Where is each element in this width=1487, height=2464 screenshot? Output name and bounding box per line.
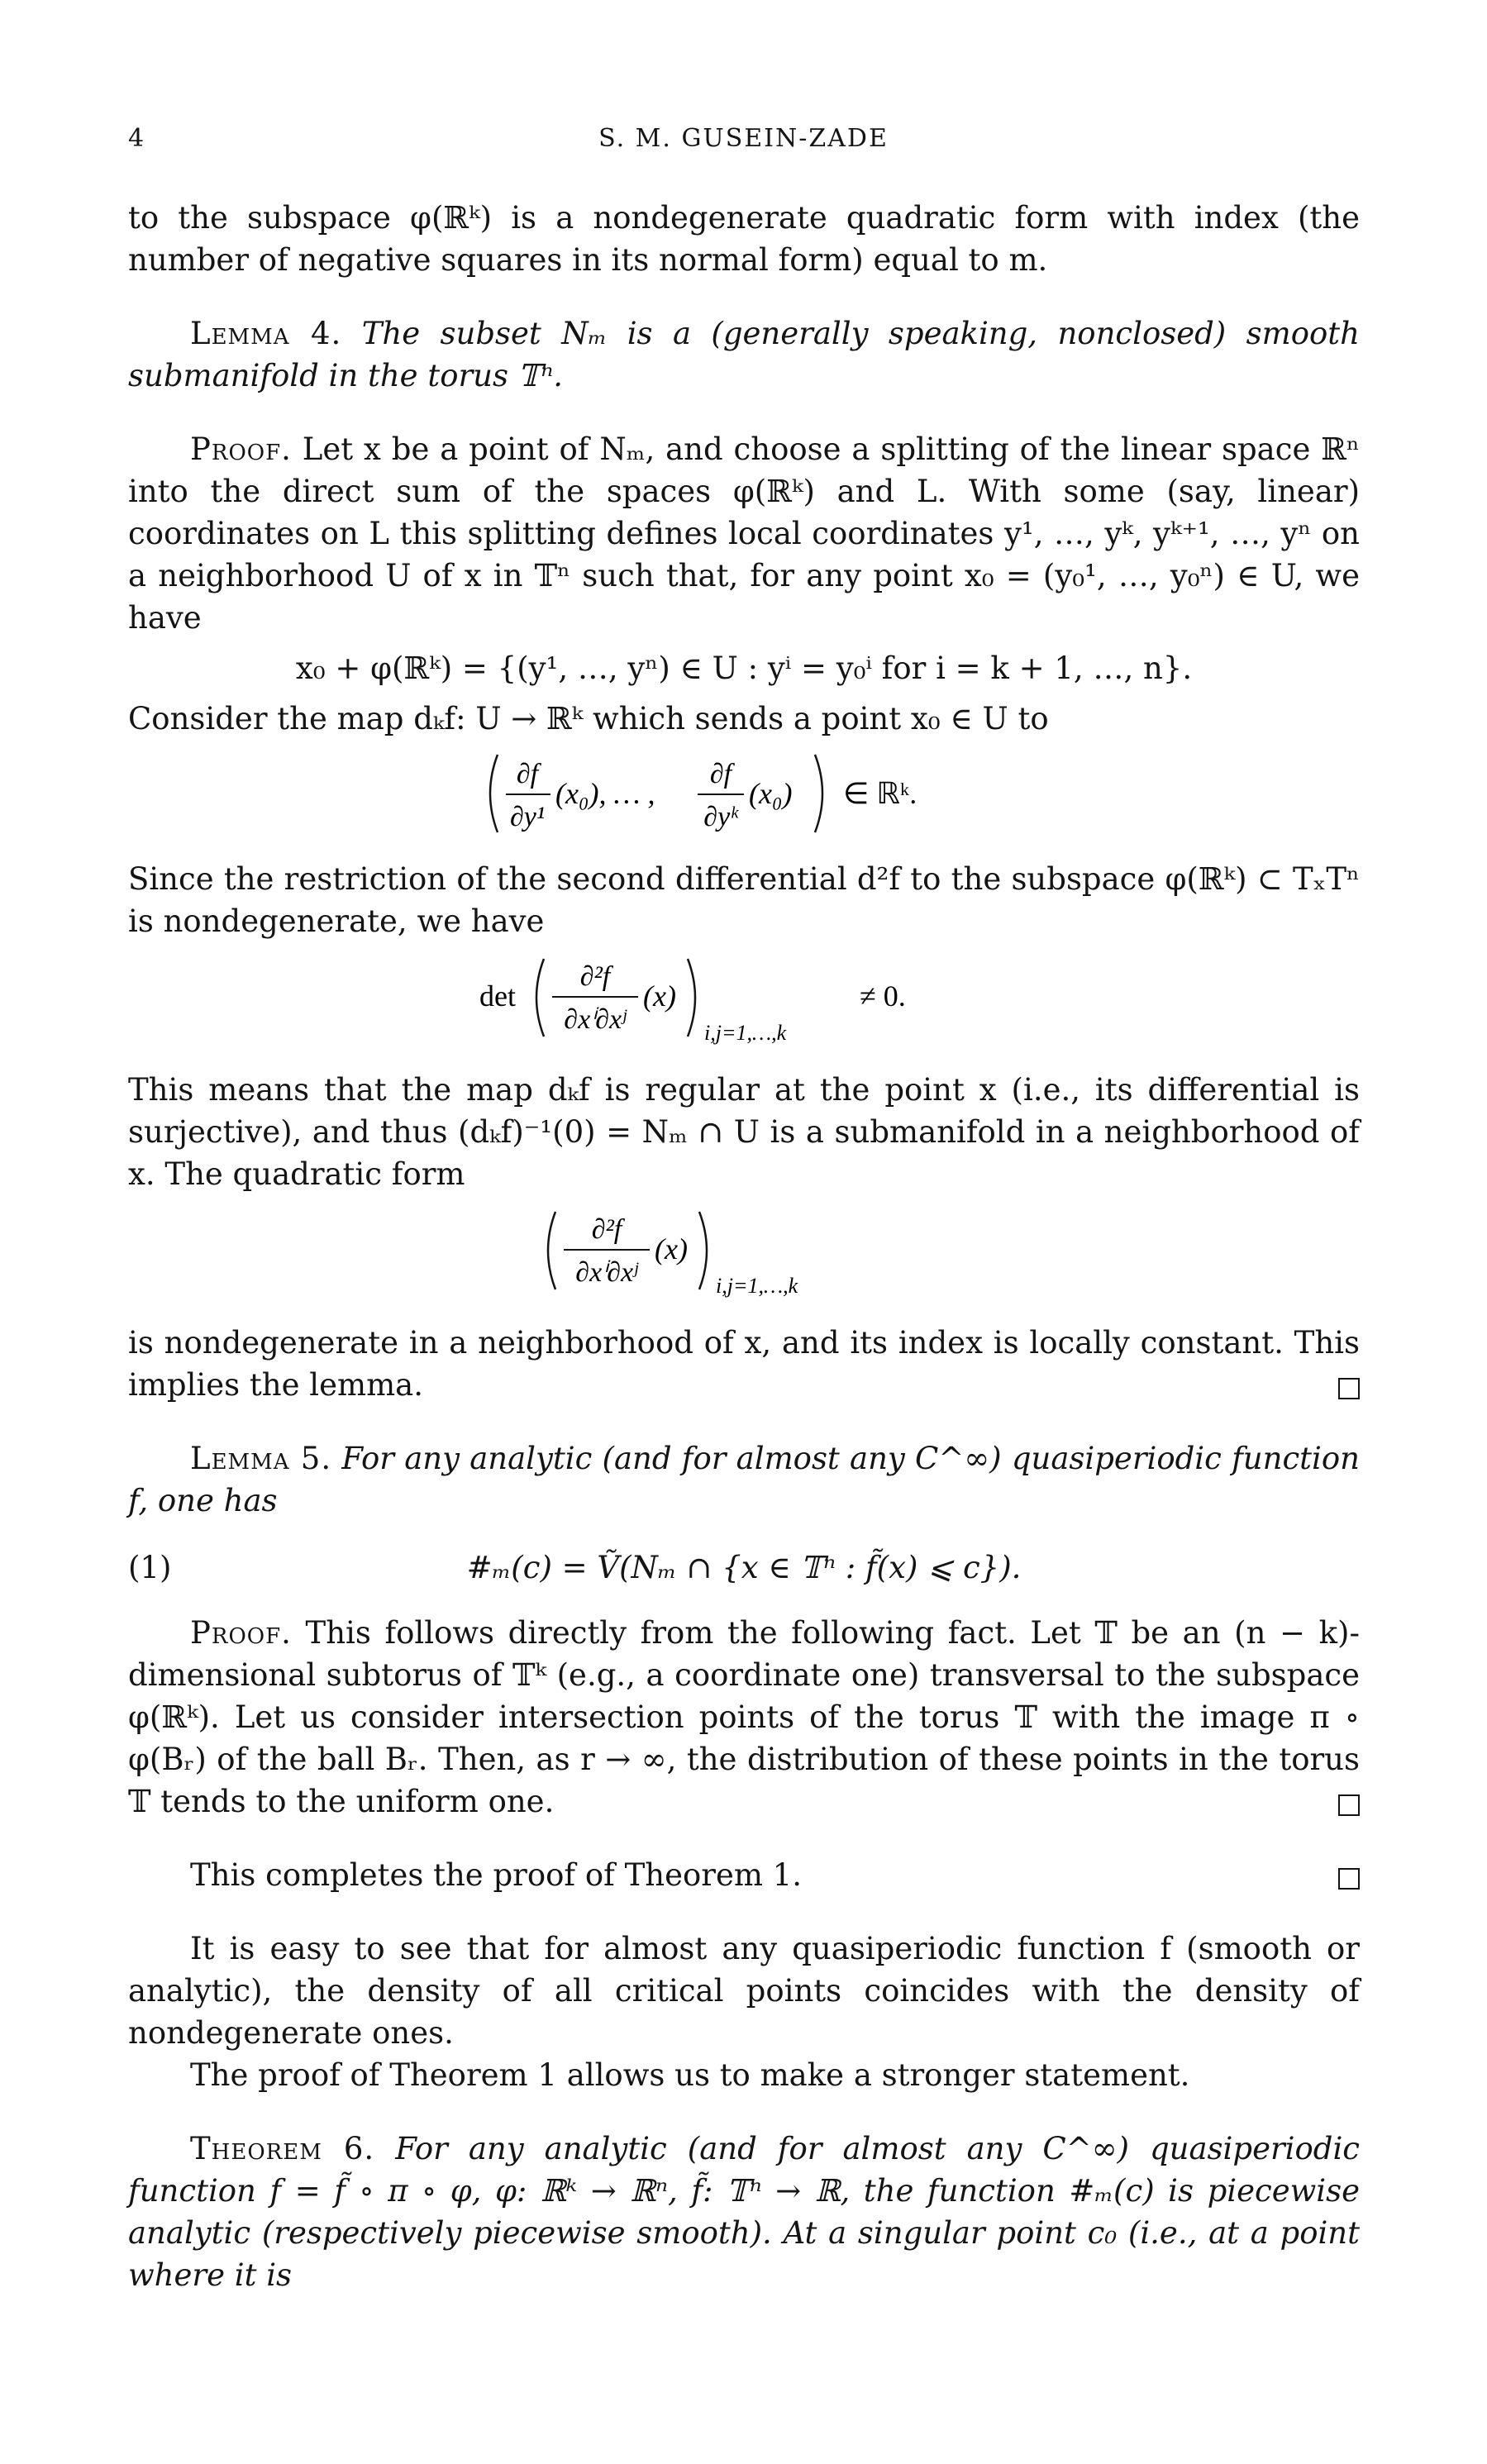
determinant-tail: ≠ 0. xyxy=(860,979,906,1013)
intro-paragraph: to the subspace φ(ℝᵏ) is a nondegenerate quadratic form with index (the number of negative squares in its normal form) equal to m. xyxy=(128,200,1360,278)
svg-text:i,j=1,…,k: i,j=1,…,k xyxy=(716,1274,798,1298)
lemma-4-statement: The subset Nₘ is a (generally speaking, nonclosed) smooth submanifold in the torus 𝕋ⁿ. xyxy=(128,316,1360,393)
gradient-tail: ∈ ℝᵏ. xyxy=(843,777,917,810)
svg-text:∂²f: ∂²f xyxy=(579,961,611,992)
svg-text:(x): (x) xyxy=(643,979,676,1013)
proof-5-label: Proof. xyxy=(190,1615,292,1651)
proof-5-text: This follows directly from the following fact. Let 𝕋 be an (n − k)-dimensional subtorus of 𝕋ᵏ (e.g., a coordinate one) transversal to the subspace φ(ℝᵏ). Let us consider intersection points of the torus 𝕋 with the image π ∘ φ(Bᵣ) of the ball Bᵣ. Then, as r → ∞, the distribution of these points in the torus 𝕋 tends to the uniform one. xyxy=(128,1615,1360,1819)
proof-5-paragraph xyxy=(128,1612,1360,1823)
proof-4-text-2: Consider the map dₖf: U → ℝᵏ which sends a point x₀ ∈ U to xyxy=(128,701,1049,736)
quadratic-form-formula xyxy=(537,1203,951,1303)
proof-4-text-5: is nondegenerate in a neighborhood of x, and its index is locally constant. This implies the lemma. xyxy=(128,1325,1360,1403)
lemma-4-label: Lemma 4. xyxy=(190,316,342,351)
proof-4-text-1: Let x be a point of Nₘ, and choose a splitting of the linear space ℝⁿ into the direct sum of the spaces φ(ℝᵏ) and L. With some (say, linear) coordinates on L this splitting defines local coordinates y¹, …, yᵏ, yᵏ⁺¹, …, yⁿ on a neighborhood U of x in 𝕋ⁿ such that, for any point x₀ = (y₀¹, …, y₀ⁿ) ∈ U, we have xyxy=(128,431,1360,636)
theorem-6-statement: For any analytic (and for almost any C^∞) quasiperiodic function f = f̃ ∘ π ∘ φ, φ: ℝᵏ → ℝⁿ, f̃: 𝕋ⁿ → ℝ, the function #ₘ(c) is piecewise analytic (respectively piecewise smooth). At a singular point c₀ (i.e., at a point where it is xyxy=(128,2131,1361,2293)
completes-text: This completes the proof of Theorem 1. xyxy=(190,1857,802,1893)
proof-4-text-3: Since the restriction of the second differential d²f to the subspace φ(ℝᵏ) ⊂ TₓTⁿ is nondegenerate, we have xyxy=(128,861,1360,939)
svg-text:∂xⁱ∂xʲ: ∂xⁱ∂xʲ xyxy=(575,1257,638,1288)
proof-4-label: Proof. xyxy=(190,431,292,467)
lemma-5-statement: For any analytic (and for almost any C^∞) quasiperiodic function f, one has xyxy=(128,1441,1360,1518)
svg-text:∂f: ∂f xyxy=(516,759,539,789)
theorem-6-label: Theorem 6. xyxy=(190,2131,375,2166)
equation-1 xyxy=(128,1547,1360,1589)
completes-paragraph xyxy=(128,1854,1360,1896)
lemma-4 xyxy=(128,312,1360,397)
lemma-5-label: Lemma 5. xyxy=(190,1441,332,1476)
svg-text:(x): (x) xyxy=(655,1232,688,1265)
page-number: 4 xyxy=(128,124,145,153)
equation-coordinates: x₀ + φ(ℝᵏ) = {(y¹, …, yⁿ) ∈ U : yⁱ = y₀ⁱ for i = k + 1, …, n}. xyxy=(295,651,1193,686)
proof-4-conclusion xyxy=(128,1322,1360,1406)
equation-determinant xyxy=(128,951,1360,1060)
page-header xyxy=(128,124,1359,165)
svg-text:det: det xyxy=(479,979,516,1013)
equation-quadratic-form xyxy=(128,1203,1360,1313)
qed-box-icon xyxy=(1338,1794,1360,1816)
gradient-formula xyxy=(479,748,1008,839)
svg-text:∂f: ∂f xyxy=(709,759,732,789)
svg-text:∂²f: ∂²f xyxy=(591,1214,622,1245)
page-body xyxy=(128,197,1360,2296)
svg-text:(x₀): (x₀) xyxy=(749,777,793,810)
equation-1-label: (1) xyxy=(128,1550,172,1585)
determinant-formula xyxy=(479,951,1008,1050)
theorem-6 xyxy=(128,2128,1360,2296)
qed-box-icon xyxy=(1338,1868,1360,1890)
stronger-paragraph: The proof of Theorem 1 allows us to make a stronger statement. xyxy=(190,2057,1190,2093)
svg-text:∂yᵏ: ∂yᵏ xyxy=(703,802,738,832)
proof-4-text-4: This means that the map dₖf is regular at the point x (i.e., its differential is surjective), and thus (dₖf)⁻¹(0) = Nₘ ∩ U is a submanifold in a neighborhood of x. The quadratic form xyxy=(128,1072,1360,1192)
running-head: S. M. GUSEIN-ZADE xyxy=(598,124,889,153)
equation-gradient xyxy=(128,748,1360,850)
equation-1-body: #ₘ(c) = Ṽ(Nₘ ∩ {x ∈ 𝕋ⁿ : f̃(x) ⩽ c}). xyxy=(466,1550,1022,1585)
easy-paragraph: It is easy to see that for almost any quasiperiodic function f (smooth or analytic), the density of all critical points coincides with the density of nondegenerate ones. xyxy=(128,1931,1360,2051)
qed-box-icon xyxy=(1338,1378,1360,1399)
svg-text:i,j=1,…,k: i,j=1,…,k xyxy=(704,1021,787,1045)
proof-4-paragraph xyxy=(128,428,1360,639)
svg-text:∂xⁱ∂xʲ: ∂xⁱ∂xʲ xyxy=(564,1004,627,1035)
lemma-5 xyxy=(128,1437,1360,1522)
svg-text:∂y¹: ∂y¹ xyxy=(509,802,546,832)
svg-text:(x₀), … ,: (x₀), … , xyxy=(555,777,655,810)
